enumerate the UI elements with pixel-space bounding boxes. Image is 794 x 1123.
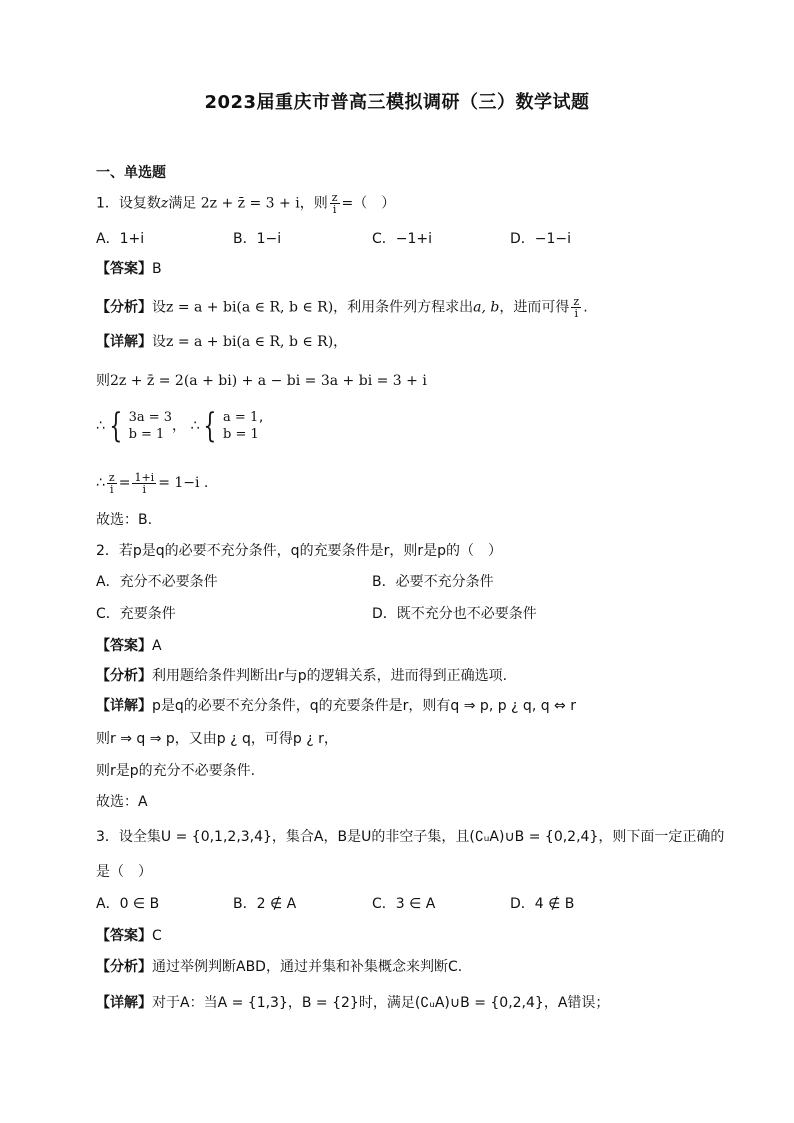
q1-answer (96, 259, 162, 279)
detail-label: 【详解】 (96, 995, 152, 1011)
q3-detail (96, 993, 609, 1013)
frac-num: z (108, 470, 115, 484)
q2-detail-text: p是q的必要不充分条件，q的充要条件是r，则有q ⇒ p, p ¿ q, q ⇔ r (152, 698, 576, 714)
sys1-top: 3a = 3 (128, 410, 173, 425)
q3-analysis-text: 通过举例判断ABD，通过并集和补集概念来判断C. (152, 959, 463, 975)
equals: = (118, 475, 131, 491)
q1-analysis-b: ，利用条件列方程求出 (333, 299, 474, 316)
q1-detail (96, 332, 347, 352)
q1-detail-line2-prefix: 则 (96, 373, 110, 389)
q3-stem-line2: 是（ ） (96, 864, 152, 880)
q3-stem-line1: 3．设全集U = {0,1,2,3,4}，集合A，B是U的非空子集，且(∁ᵤA)∪B = {0,2,4}，则下面一定正确的 (96, 829, 725, 845)
q3-option-c: C．3 ∈ A (372, 896, 436, 912)
q3-analysis (96, 957, 462, 977)
frac-den: i (332, 203, 337, 216)
detail-label: 【详解】 (96, 698, 152, 714)
q2-analysis-text: 利用题给条件判断出r与p的逻辑关系，进而得到正确选项. (152, 668, 508, 684)
therefore-symbol: ∴ (96, 475, 105, 491)
sys2-top: a = 1 (223, 410, 259, 425)
left-brace: { (203, 406, 217, 446)
q1-result (96, 468, 208, 498)
q2-stem: 2．若p是q的必要不充分条件，q的充要条件是r，则r是p的（ ） (96, 543, 502, 559)
q1-var-z: z (160, 195, 169, 212)
end-comma: ’ (258, 418, 264, 434)
q1-analysis-c: ，进而可得 (499, 299, 570, 316)
q2-option-b: B．必要不充分条件 (372, 574, 494, 590)
q1-analysis-vars: a, b (473, 299, 500, 316)
q3-answer (96, 926, 162, 946)
analysis-label: 【分析】 (96, 299, 152, 316)
q3-option-d: D．4 ∉ B (510, 896, 575, 912)
q1-stem-d: =（ ） (341, 195, 396, 212)
frac-num: 1+i (134, 470, 155, 484)
q1-stem-a: 1．设复数 (96, 195, 161, 212)
q1-detail-b: ， (333, 334, 348, 350)
page-title: 2023届重庆市普高三模拟调研（三）数学试题 (204, 92, 590, 113)
answer-label: 【答案】 (96, 638, 152, 654)
answer-value: A (152, 638, 162, 654)
q1-stem (96, 192, 395, 215)
therefore-symbol: ∴ (190, 418, 200, 434)
q1-option-d: D．−1−i (510, 231, 572, 247)
answer-label: 【答案】 (96, 928, 152, 944)
q1-result-tail: = 1−i . (158, 475, 209, 491)
q2-choice: 故选：A (96, 794, 148, 810)
frac-num: z (331, 191, 338, 204)
therefore-symbol: ∴ (96, 418, 105, 434)
analysis-label: 【分析】 (96, 668, 152, 684)
q1-stem-b: 满足 (168, 195, 197, 212)
q1-stem-frac (330, 192, 340, 215)
answer-value: C (152, 928, 162, 944)
q3-option-b: B．2 ∉ A (233, 896, 297, 912)
q1-option-b: B．1−i (233, 231, 282, 247)
q1-option-a: A．1+i (96, 231, 145, 247)
q2-option-a: A．充分不必要条件 (96, 574, 218, 590)
q1-analysis (96, 296, 588, 319)
answer-value: B (152, 261, 162, 277)
q1-detail-line2-expr: 2z + z̄ = 2(a + bi) + a − bi = 3a + bi = 3 + i (110, 373, 427, 389)
q1-systems (96, 406, 263, 446)
q1-system-1 (129, 409, 172, 443)
q1-analysis-expr: z = a + bi(a ∈ R, b ∈ R) (166, 299, 334, 316)
q2-answer (96, 636, 162, 656)
q1-result-frac-1 (107, 472, 117, 495)
q1-result-frac-2 (132, 472, 156, 495)
q1-detail-line2 (96, 371, 427, 391)
q3-option-a: A．0 ∈ B (96, 896, 160, 912)
detail-label: 【详解】 (96, 334, 152, 350)
q1-analysis-a: 设 (152, 299, 166, 316)
frac-den: i (142, 482, 147, 496)
q1-detail-expr: z = a + bi(a ∈ R, b ∈ R) (166, 334, 334, 350)
separator: ， (172, 418, 187, 434)
q1-stem-expr: 2z + z̄ = 3 + i (200, 195, 300, 212)
answer-label: 【答案】 (96, 261, 152, 277)
analysis-label: 【分析】 (96, 959, 152, 975)
q1-system-2 (223, 409, 259, 443)
sys1-bottom: b = 1 (128, 427, 165, 442)
q2-option-c: C．充要条件 (96, 606, 176, 622)
q2-detail-line2: 则r ⇒ q ⇒ p，又由p ¿ q，可得p ¿ r， (96, 731, 338, 747)
frac-den: i (110, 482, 114, 496)
q1-analysis-frac (571, 296, 581, 319)
q1-detail-a: 设 (152, 334, 166, 350)
q3-detail-text: 对于A：当A = {1,3}，B = {2}时，满足(∁ᵤA)∪B = {0,2,4}，A错误； (152, 995, 610, 1011)
q1-option-c: C．−1+i (372, 231, 433, 247)
q1-choice: 故选：B. (96, 512, 153, 528)
q1-stem-c: ，则 (299, 195, 328, 212)
q2-detail-line3: 则r是p的充分不必要条件. (96, 763, 256, 779)
q2-option-d: D．既不充分也不必要条件 (372, 606, 537, 622)
q2-detail (96, 696, 576, 716)
section-heading: 一、单选题 (96, 165, 166, 181)
left-brace: { (109, 406, 123, 446)
frac-num: z (573, 295, 580, 308)
q2-analysis (96, 666, 507, 686)
q1-analysis-d: . (583, 299, 588, 316)
sys2-bottom: b = 1 (223, 427, 259, 442)
frac-den: i (574, 307, 579, 320)
